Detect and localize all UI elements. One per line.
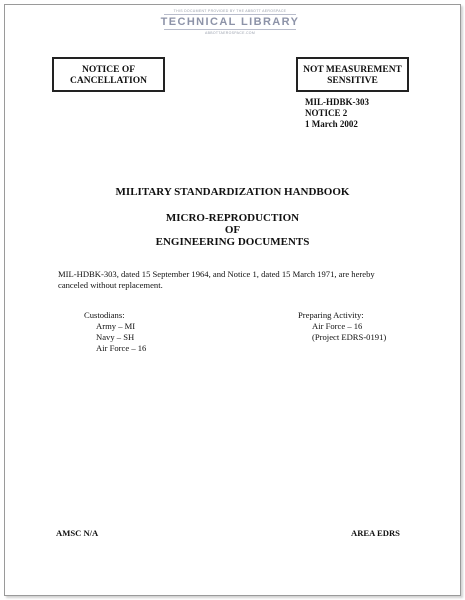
amsc-code: AMSC N/A	[56, 528, 99, 538]
subject-title-line1: MICRO-REPRODUCTION	[165, 212, 300, 224]
sensitivity-line2: SENSITIVE	[327, 76, 378, 86]
custodians-label: Custodians:	[84, 310, 125, 320]
technical-library-banner	[160, 9, 300, 35]
banner-title: TECHNICAL LIBRARY	[160, 16, 300, 28]
banner-divider	[164, 14, 296, 15]
custodian-item: Air Force – 16	[96, 343, 147, 353]
banner-bottom-text: ABBOTTAEROSPACE.COM	[204, 31, 256, 35]
banner-top-text: THIS DOCUMENT PROVIDED BY THE ABBOTT AEROSPACE	[173, 9, 287, 13]
notice-of-cancellation-box	[52, 57, 165, 92]
custodian-item: Navy – SH	[96, 332, 135, 342]
cancellation-line1: MIL-HDBK-303, dated 15 September 1964, and Notice 1, dated 15 March 1971, are hereby	[58, 269, 375, 279]
project-number: (Project EDRS-0191)	[312, 332, 387, 342]
custodian-item: Army – MI	[96, 321, 136, 331]
cancellation-line2: canceled without replacement.	[58, 280, 163, 290]
measurement-sensitivity-box	[296, 57, 409, 92]
notice-box-line1: NOTICE OF	[81, 65, 136, 75]
notice-number: NOTICE 2	[305, 108, 348, 118]
preparing-activity-item: Air Force – 16	[312, 321, 363, 331]
banner-divider-bottom	[164, 29, 296, 30]
notice-date: 1 March 2002	[305, 119, 358, 129]
preparing-activity-label: Preparing Activity:	[298, 310, 364, 320]
handbook-title: MILITARY STANDARDIZATION HANDBOOK	[115, 186, 350, 198]
notice-box-line2: CANCELLATION	[70, 76, 147, 86]
area-code: AREA EDRS	[351, 528, 400, 538]
custodians-block	[84, 310, 146, 354]
sensitivity-line1: NOT MEASUREMENT	[303, 65, 402, 75]
preparing-activity-block	[298, 310, 386, 343]
subject-title-line2: OF	[224, 224, 241, 236]
cancellation-statement	[58, 269, 418, 291]
document-identifier	[305, 97, 369, 130]
subject-title-line3: ENGINEERING DOCUMENTS	[155, 236, 310, 248]
doc-number: MIL-HDBK-303	[305, 97, 369, 107]
document-page	[4, 4, 461, 596]
